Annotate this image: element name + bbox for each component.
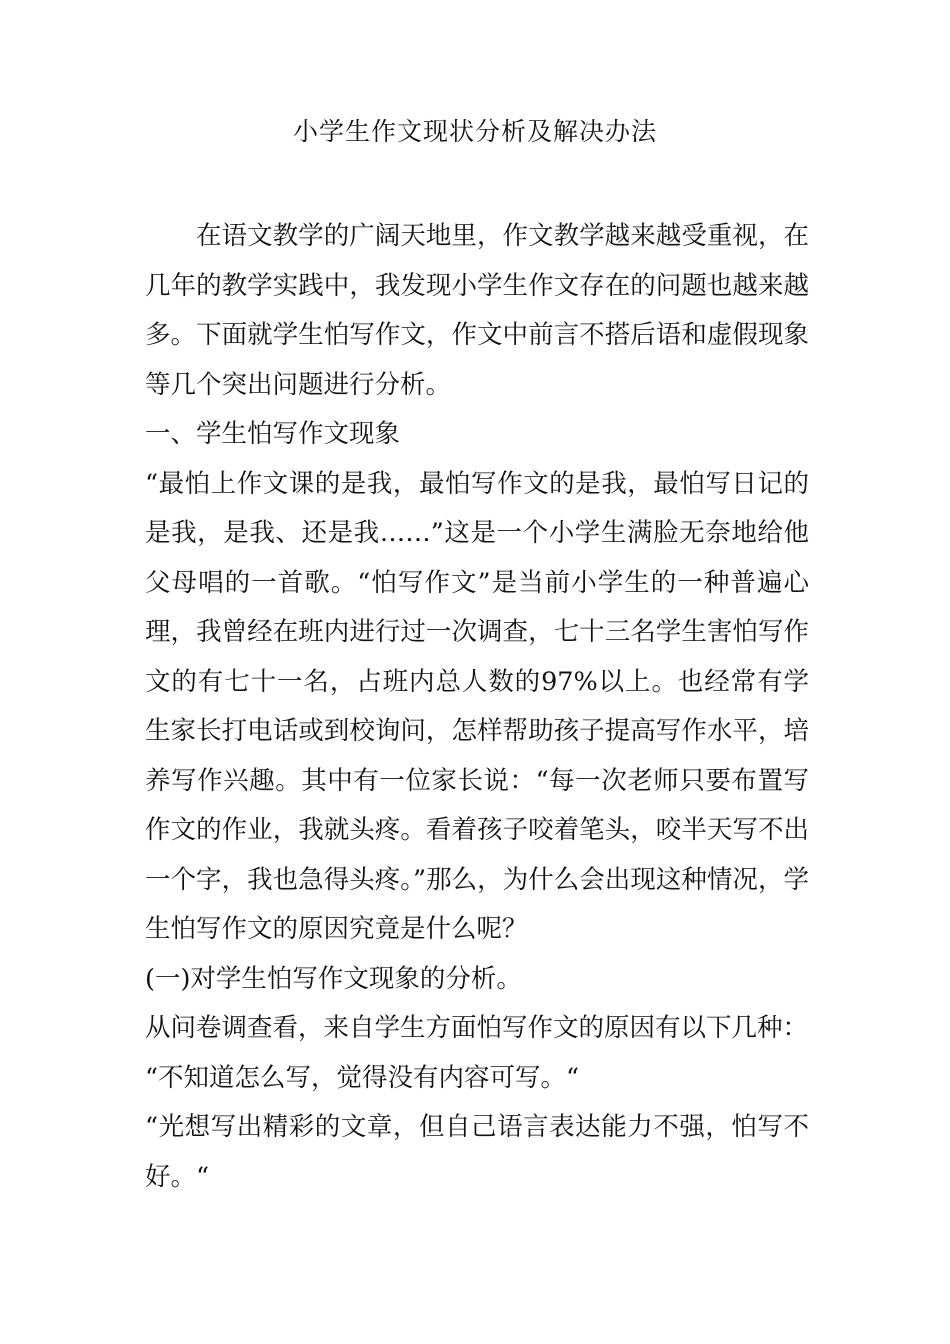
quote-paragraph: “不知道怎么写，觉得没有内容可写。“ [145, 1062, 580, 1093]
quote-paragraph: “光想写出精彩的文章，但自己语言表达能力不强，怕写不好。“ [145, 1112, 809, 1192]
intro-paragraph: 在语文教学的广阔天地里，作文教学越来越受重视，在几年的教学实践中，我发现小学生作文存在的问题也越来越多。下面就学生怕写作文，作文中前言不搭后语和虚假现象等几个突出问题进行分析。 [145, 221, 809, 400]
document-title: 小学生作文现状分析及解决办法 [292, 117, 657, 146]
subsection-heading: (一)对学生怕写作文现象的分析。 [145, 963, 522, 994]
document-body [145, 212, 809, 1202]
body-paragraph: “最怕上作文课的是我，最怕写作文的是我，最怕写日记的是我，是我、还是我……”这是一个小学生满脸无奈地给他父母唱的一首歌。“怕写作文”是当前小学生的一种普遍心理，我曾经在班内进行过一次调查，七十三名学生害怕写作文的有七十一名，占班内总人数的97%以上。也经常有学生家长打电话或到校询问，怎样帮助孩子提高写作水平，培养写作兴趣。其中有一位家长说：“每一次老师只要布置写作文的作业，我就头疼。看着孩子咬着笔头，咬半天写不出一个字，我也急得头疼。”那么，为什么会出现这种情况，学生怕写作文的原因究竟是什么呢？ [145, 468, 809, 944]
section-heading: 一、学生怕写作文现象 [145, 419, 401, 449]
body-paragraph: 从问卷调查看，来自学生方面怕写作文的原因有以下几种： [145, 1013, 809, 1043]
